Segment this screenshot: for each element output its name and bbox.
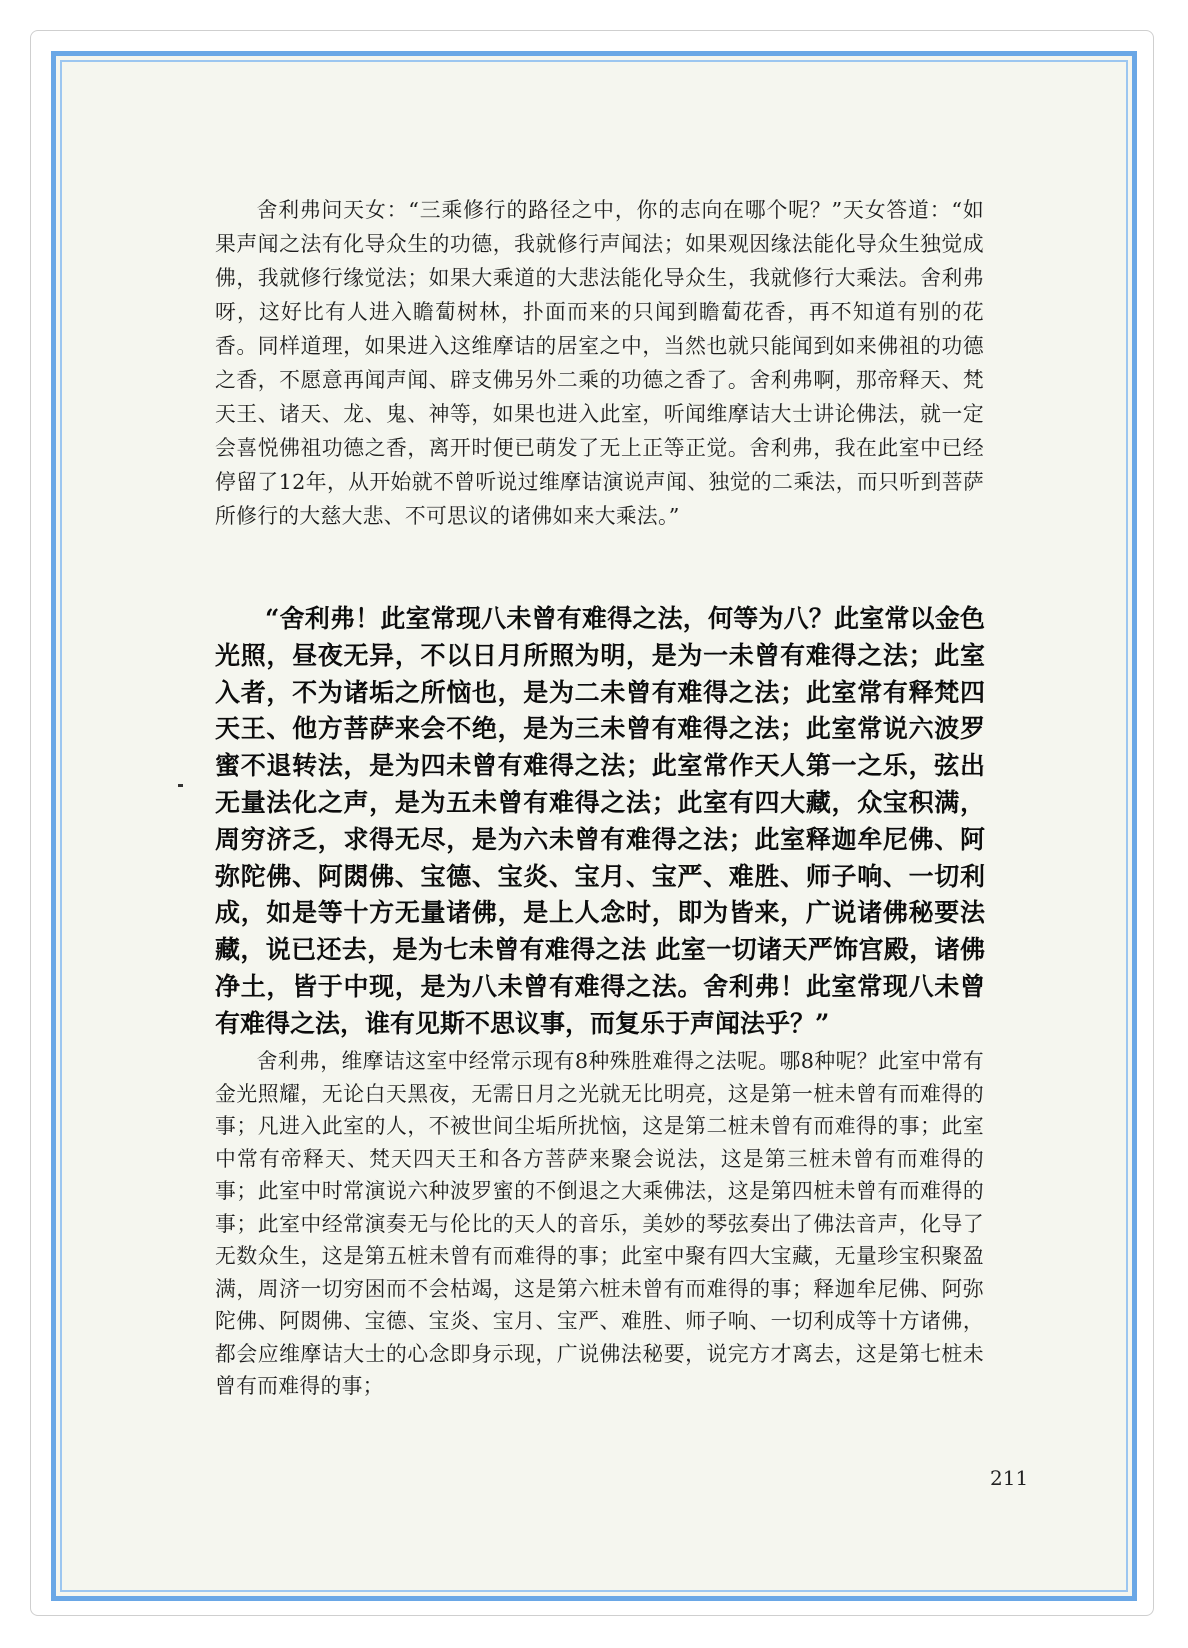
paragraph-3-text: 舍利弗，维摩诘这室中经常示现有8种殊胜难得之法呢。哪8种呢？此室中常有金光照耀，无论白天黑夜，无需日月之光就无比明亮，这是第一桩未曾有而难得的事；凡进入此室的人，不被世间尘垢所扰恼，这是第二桩未曾有而难得的事；此室中常有帝释天、梵天四天王和各方菩萨来聚会说法，这是第三桩未曾有而难得的事；此室中时常演说六种波罗蜜的不倒退之大乘佛法，这是第四桩未曾有而难得的事；此室中经常演奏无与伦比的天人的音乐，美妙的琴弦奏出了佛法音声，化导了无数众生，这是第五桩未曾有而难得的事；此室中聚有四大宝藏，无量珍宝积聚盈满，周济一切穷困而不会枯竭，这是第六桩未曾有而难得的事；释迦牟尼佛、阿弥陀佛、阿閦佛、宝德、宝炎、宝月、宝严、难胜、师子响、一切利成等十方诸佛，都会应维摩诘大士的心念即身示现，广说佛法秘要，说完方才离去，这是第七桩未曾有而难得的事； (215, 1049, 984, 1398)
translation-paragraph-2 (215, 1045, 984, 1403)
scripture-quote-paragraph (215, 601, 985, 1043)
page-number: 211 (990, 1466, 1029, 1490)
translation-paragraph-1 (215, 193, 984, 533)
paragraph-1-text: 舍利弗问天女：“三乘修行的路径之中，你的志向在哪个呢？”天女答道：“如果声闻之法有化导众生的功德，我就修行声闻法；如果观因缘法能化导众生独觉成佛，我就修行缘觉法；如果大乘道的大悲法能化导众生，我就修行大乘法。舍利弗呀，这好比有人进入瞻蔔树林，扑面而来的只闻到瞻蔔花香，再不知道有别的花香。同样道理，如果进入这维摩诘的居室之中，当然也就只能闻到如来佛祖的功德之香，不愿意再闻声闻、辟支佛另外二乘的功德之香了。舍利弗啊，那帝释天、梵天王、诸天、龙、鬼、神等，如果也进入此室，听闻维摩诘大士讲论佛法，就一定会喜悦佛祖功德之香，离开时便已萌发了无上正等正觉。舍利弗，我在此室中已经停留了12年，从开始就不曾听说过维摩诘演说声闻、独觉的二乘法，而只听到菩萨所修行的大慈大悲、不可思议的诸佛如来大乘法。” (215, 198, 984, 528)
scan-mark (178, 784, 183, 787)
paragraph-2-text: “舍利弗！此室常现八未曾有难得之法，何等为八？此室常以金色光照，昼夜无异，不以日月所照为明，是为一未曾有难得之法；此室入者，不为诸垢之所恼也，是为二未曾有难得之法；此室常有释梵四天王、他方菩萨来会不绝，是为三未曾有难得之法；此室常说六波罗蜜不退转法，是为四未曾有难得之法；此室常作天人第一之乐，弦出无量法化之声，是为五未曾有难得之法；此室有四大藏，众宝积满，周穷济乏，求得无尽，是为六未曾有难得之法；此室释迦牟尼佛、阿弥陀佛、阿閦佛、宝德、宝炎、宝月、宝严、难胜、师子响、一切利成，如是等十方无量诸佛，是上人念时，即为皆来，广说诸佛秘要法藏，说已还去，是为七未曾有难得之法 此室一切诸天严饰宫殿，诸佛净土，皆于中现，是为八未曾有难得之法。舍利弗！此室常现八未曾有难得之法，谁有见斯不思议事，而复乐于声闻法乎？” (215, 604, 985, 1038)
